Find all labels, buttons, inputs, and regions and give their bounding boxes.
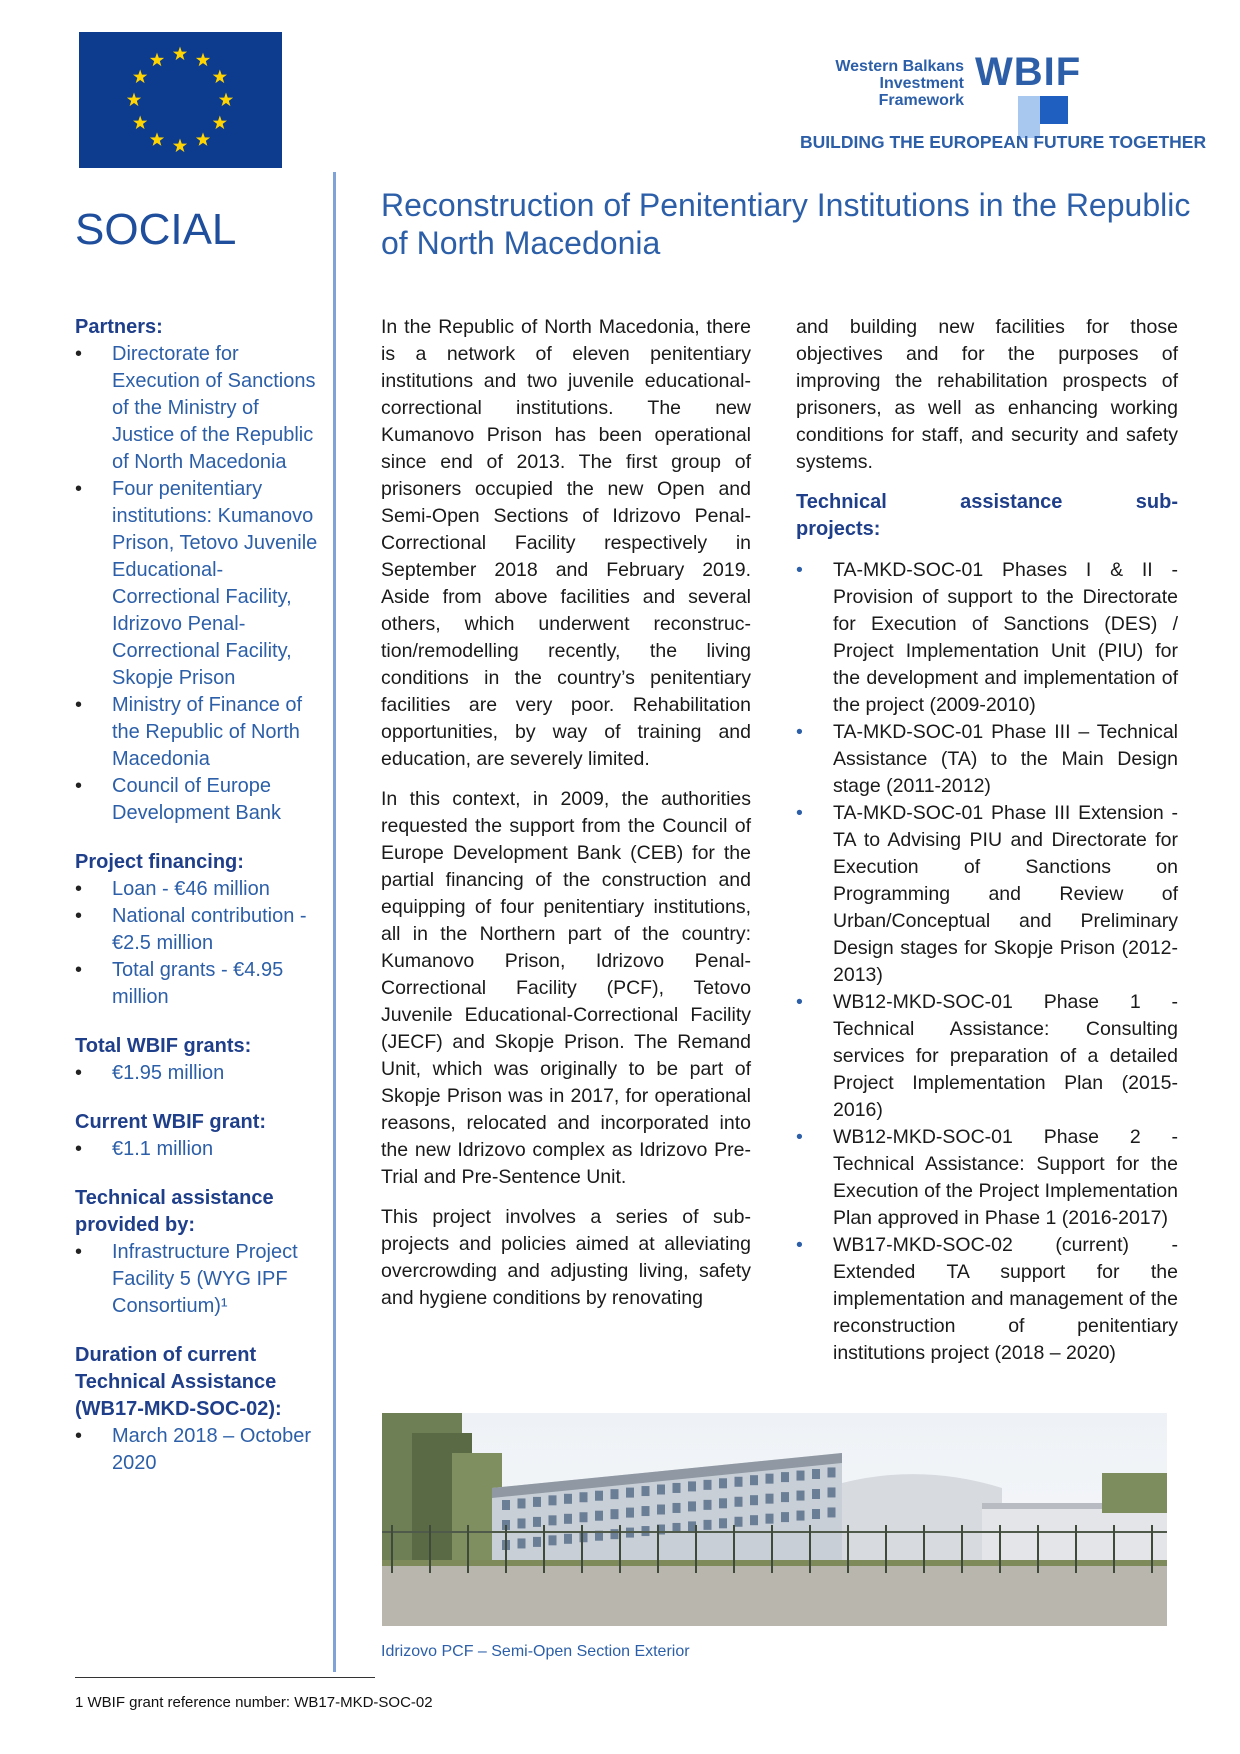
subprojects-heading: Technical assistance sub- xyxy=(796,491,1178,513)
eu-star-icon xyxy=(196,53,210,67)
list-item: • Four penitentiary institutions: Kumanovo Prison, Tetovo Juvenile Educational-Correctional Facility, Idrizovo Penal-Correctional Facility, Skopje Prison xyxy=(75,476,325,692)
list-item: • €1.1 million xyxy=(75,1136,325,1163)
sector-label: SOCIAL xyxy=(75,205,237,254)
footnote-divider xyxy=(75,1677,375,1678)
list-item: • TA-MKD-SOC-01 Phase III – Technical Assistance (TA) to the Main Design stage (2011-2012) xyxy=(796,719,1178,800)
list-item: • National contribution - €2.5 million xyxy=(75,903,325,957)
financing-heading: Project financing: xyxy=(75,851,244,873)
eu-star-icon xyxy=(150,53,164,67)
list-item: • Ministry of Finance of the Republic of North Macedonia xyxy=(75,692,325,773)
logo-square-dark xyxy=(1040,96,1068,124)
duration-heading: Duration of current Technical Assistance (WB17-MKD-SOC-02): xyxy=(75,1344,282,1420)
logo-line-2: Investment Framework xyxy=(878,75,964,109)
list-item: • Loan - €46 million xyxy=(75,876,325,903)
eu-star-icon xyxy=(127,93,141,107)
list-item: • March 2018 – October 2020 xyxy=(75,1423,325,1477)
ta-provider-list xyxy=(75,1239,325,1320)
subprojects-heading-cont: projects: xyxy=(796,518,881,540)
facility-photo-illustration xyxy=(382,1413,1167,1626)
body-column-right xyxy=(796,314,1178,1367)
list-item: • WB12-MKD-SOC-01 Phase 2 - Technical Assistance: Support for the Execution of the Project Implementation Plan approved in Phase 1 (2016-2017) xyxy=(796,1124,1178,1232)
eu-star-icon xyxy=(173,139,187,153)
body-paragraph: In the Republic of North Macedonia, there is a network of eleven penitentiary institutions and two juvenile educational-correctional institutions. The new Kumanovo Prison has been operational since end of 2013. The first group of prisoners occupied the new Open and Semi-Open Sections of Idrizovo Penal-Correctional Facility respectively in September 2018 and February 2019. Aside from above facilities and several others, which underwent reconstruc-tion/remodelling recently, the living conditions in the country’s penitentiary facilities are very poor. Rehabilitation opportunities, by way of training and education, are severely limited. xyxy=(381,316,751,770)
eu-star-icon xyxy=(173,47,187,61)
eu-star-icon xyxy=(133,116,147,130)
eu-flag-icon xyxy=(79,32,282,168)
financing-list xyxy=(75,876,325,1011)
logo-text xyxy=(800,58,964,109)
ta-provider-heading: Technical assistance provided by: xyxy=(75,1187,274,1236)
list-item: • Council of Europe Development Bank xyxy=(75,773,325,827)
sidebar xyxy=(75,314,325,1499)
body-paragraph: In this context, in 2009, the authorities requested the support from the Council of Europe Development Bank (CEB) for the partial financing of the construction and equipping of four penitentiary institutions, all in the Northern part of the country: Kumanovo Prison, Idrizovo Penal-Correctional Facility (PCF), Tetovo Juvenile Educational-Correctional Facility (JECF) and Skopje Prison. The Remand Unit, which was originally to be part of Skopje Prison was in 2017, for operational reasons, relocated and incorporated into the new Idrizovo complex as Idrizovo Pre-Trial and Pre-Sentence Unit. xyxy=(381,788,751,1188)
logo-line-1: Western Balkans xyxy=(835,58,964,75)
list-item: • TA-MKD-SOC-01 Phases I & II - Provision of support to the Directorate for Execution of Sanctions (DES) / Project Implementation Unit (PIU) for the development and implementation of the project (2009-2010) xyxy=(796,557,1178,719)
body-column-middle xyxy=(381,314,751,1325)
partners-heading: Partners: xyxy=(75,316,163,338)
page-title: Reconstruction of Penitentiary Institutions in the Republic of North Macedonia xyxy=(381,187,1191,261)
eu-star-icon xyxy=(213,116,227,130)
logo-tagline: BUILDING THE EUROPEAN FUTURE TOGETHER xyxy=(800,132,1207,152)
eu-star-icon xyxy=(219,93,233,107)
total-grants-list xyxy=(75,1060,325,1087)
photo-caption: Idrizovo PCF – Semi-Open Section Exterior xyxy=(381,1643,690,1660)
list-item: • WB12-MKD-SOC-01 Phase 1 - Technical Assistance: Consulting services for preparation of a detailed Project Implementation Plan (2015-2016) xyxy=(796,989,1178,1124)
list-item: • Infrastructure Project Facility 5 (WYG IPF Consortium)¹ xyxy=(75,1239,325,1320)
eu-star-icon xyxy=(213,70,227,84)
eu-star-icon xyxy=(150,132,164,146)
current-grant-heading: Current WBIF grant: xyxy=(75,1111,267,1133)
list-item: • WB17-MKD-SOC-02 (current) - Extended TA support for the implementation and management of the reconstruction of penitentiary institutions project (2018 – 2020) xyxy=(796,1232,1178,1367)
duration-list xyxy=(75,1423,325,1477)
eu-star-icon xyxy=(196,132,210,146)
partners-list xyxy=(75,341,325,827)
eu-stars xyxy=(79,32,282,168)
logo-acronym: WBIF xyxy=(975,50,1082,94)
subprojects-list xyxy=(796,557,1178,1367)
column-divider xyxy=(333,172,336,1672)
footnote: 1 WBIF grant reference number: WB17-MKD-SOC-02 xyxy=(75,1694,433,1711)
body-paragraph: and building new facilities for those objectives and for the purposes of improving the rehabilitation prospects of prisoners, as well as enhancing working conditions for staff, and security and safety systems. xyxy=(796,316,1178,473)
current-grant-list xyxy=(75,1136,325,1163)
total-grants-heading: Total WBIF grants: xyxy=(75,1035,252,1057)
list-item: • €1.95 million xyxy=(75,1060,325,1087)
wbif-logo xyxy=(800,48,1207,158)
list-item: • Total grants - €4.95 million xyxy=(75,957,325,1011)
body-paragraph: This project involves a series of sub-projects and policies aimed at alleviating overcrowding and adjusting living, safety and hygiene conditions by renovating xyxy=(381,1206,751,1309)
list-item: • Directorate for Execution of Sanctions of the Ministry of Justice of the Republic of North Macedonia xyxy=(75,341,325,476)
list-item: • TA-MKD-SOC-01 Phase III Extension - TA to Advising PIU and Directorate for Execution of Sanctions on Programming and Review of Urban/Conceptual and Preliminary Design stages for Skopje Prison (2012-2013) xyxy=(796,800,1178,989)
facility-photo xyxy=(382,1413,1167,1626)
eu-star-icon xyxy=(133,70,147,84)
